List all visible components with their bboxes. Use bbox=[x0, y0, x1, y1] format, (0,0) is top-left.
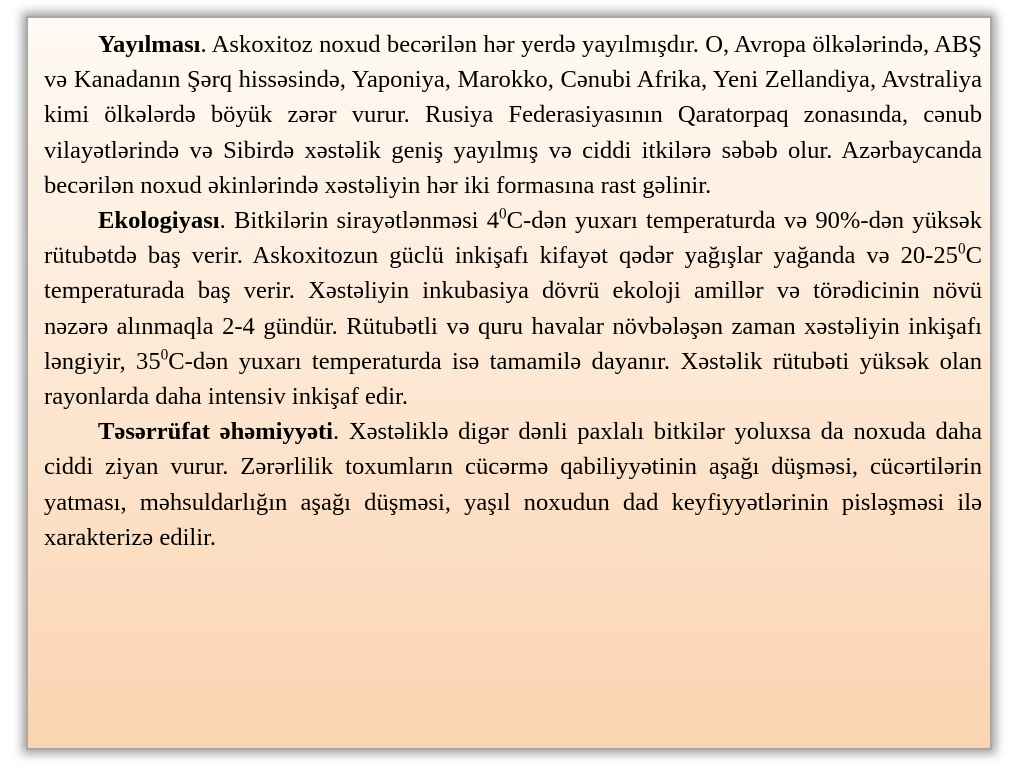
slide-frame bbox=[26, 16, 992, 750]
paragraph-ecology-text-4: C-dən yuxarı temperaturda isə tamamilə dayanır. Xəstəlik rütubəti yüksək olan rayonlarda daha intensiv inkişaf edir. bbox=[44, 347, 982, 411]
paragraph-spread bbox=[44, 27, 982, 203]
heading-economic-importance: Təsərrüfat əhəmiyyəti bbox=[98, 418, 334, 446]
paragraph-economic-importance-text: . Xəstəliklə digər dənli paxlalı bitkilər yoluxsa da noxuda daha ciddi ziyan vurur. Zərərlilik toxumların cücərmə qabiliyyətinin aşağı düşməsi, cücərtilərin yatması, məhsuldarlığın aşağı düşməsi, yaşıl noxudun dad keyfiyyətlərinin pisləşməsi ilə xarakterizə edilir. bbox=[44, 418, 982, 551]
degree-superscript: 0 bbox=[499, 205, 507, 223]
heading-ecology: Ekologiyası bbox=[98, 207, 220, 235]
paragraph-ecology bbox=[44, 203, 982, 414]
paragraph-economic-importance bbox=[44, 414, 982, 555]
degree-superscript: 0 bbox=[957, 240, 966, 258]
paragraph-spread-text: . Askoxitoz noxud becərilən hər yerdə yayılmışdır. O, Avropa ölkələrində, ABŞ və Kanadanın Şərq hissəsində, Yaponiya, Marokko, Cənubi Afrika, Yeni Zellandiya, Avstraliya kimi ölkələrdə böyük zərər vurur. Rusiya Federasiyasının Qaratorpaq zonasında, cənub vilayətlərində və Sibirdə xəstəlik geniş yayılmış və ciddi itkilərə səbəb olur. Azərbaycanda becərilən noxud əkinlərində xəstəliyin hər iki formasına rast gəlinir. bbox=[44, 31, 982, 199]
heading-spread: Yayılması bbox=[98, 31, 201, 58]
slide-text-body bbox=[44, 27, 982, 555]
degree-superscript: 0 bbox=[160, 346, 169, 364]
paragraph-ecology-text-3: C temperaturada baş verir. Xəstəliyin inkubasiya dövrü ekoloji amillər və törədicinin növü nəzərə alınmaqla 2-4 gündür. Rütubətli və quru havalar növbələşən zaman xəstəliyin inkişafı ləngiyir, 35 bbox=[44, 242, 982, 375]
paragraph-ecology-text-2: C-dən yuxarı temperaturda və 90%-dən yüksək rütubətdə baş verir. Askoxitozun güclü inkişafı kifayət qədər yağışlar yağanda və 20-25 bbox=[44, 207, 982, 270]
paragraph-ecology-text-1: . Bitkilərin sirayətlənməsi 4 bbox=[219, 207, 500, 235]
